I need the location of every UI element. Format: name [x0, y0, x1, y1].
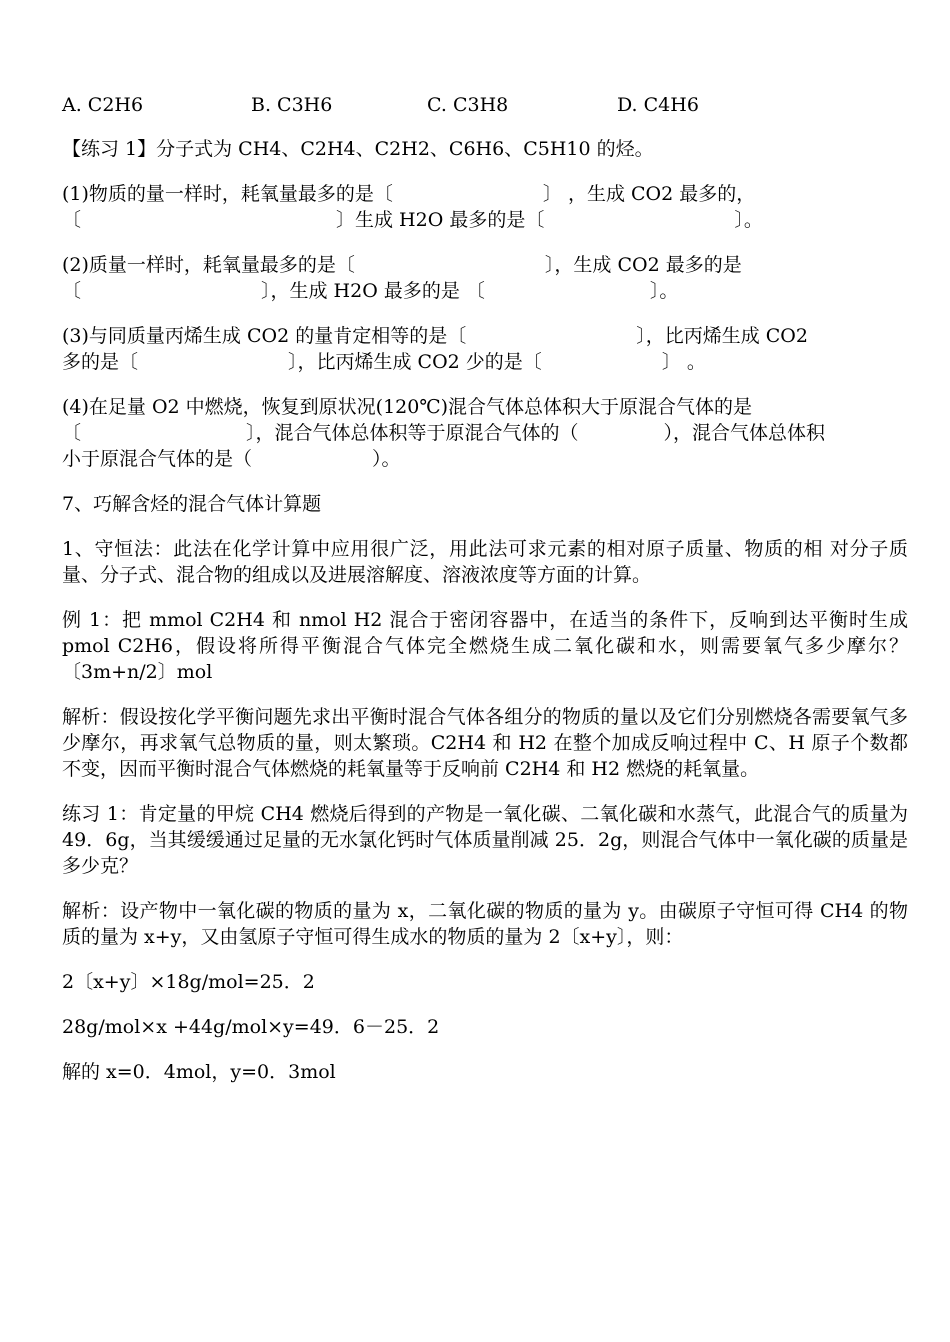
question-4-line-3: 小于原混合气体的是（ ）。 [62, 448, 401, 470]
exercise-paragraph: 练习 1：肯定量的甲烷 CH4 燃烧后得到的产物是一氧化碳、二氧化碳和水蒸气，此混合气的质量为 49．6g，当其缓缓通过足量的无水氯化钙时气体质量削减 25．2g，则混合气体中一氧化碳的质量是多少克？ [62, 803, 908, 877]
question-3 [62, 323, 908, 375]
question-4-line-2: 〔 〕，混合气体总体积等于原混合气体的（ ），混合气体总体积 [62, 422, 826, 444]
option-d: D. C4H6 [617, 94, 699, 116]
solution-line: 解的 x=0．4mol，y=0．3mol [62, 1061, 336, 1083]
question-2-line-2: 〔 〕，生成 H2O 最多的是 〔 〕。 [62, 280, 679, 302]
question-2 [62, 252, 908, 304]
method-paragraph: 1、守恒法：此法在化学计算中应用很广泛，用此法可求元素的相对原子质量、物质的相 对分子质量、分子式、混合物的组成以及进展溶解度、溶液浓度等方面的计算。 [62, 538, 908, 586]
equation-1: 2〔x+y〕×18g/mol=25．2 [62, 971, 315, 993]
question-1-line-1: (1)物质的量一样时，耗氧量最多的是〔 〕 ，生成 CO2 最多的， [62, 183, 756, 205]
analysis-paragraph: 解析：假设按化学平衡问题先求出平衡时混合气体各组分的物质的量以及它们分别燃烧各需要氧气多少摩尔，再求氧气总物质的量，则太繁琐。C2H4 和 H2 在整个加成反响过程中 C、H 原子个数都不变，因而平衡时混合气体燃烧的耗氧量等于反响前 C2H4 和 H2 燃烧的耗氧量。 [62, 706, 908, 780]
option-c: C. C3H8 [427, 94, 509, 116]
question-1 [62, 181, 908, 233]
question-3-line-1: (3)与同质量丙烯生成 CO2 的量肯定相等的是〔 〕，比丙烯生成 CO2 [62, 325, 808, 347]
practice-title: 【练习 1】分子式为 CH4、C2H4、C2H2、C6H6、C5H10 的烃。 [62, 138, 654, 160]
section-heading: 7、巧解含烃的混合气体计算题 [62, 493, 322, 515]
question-2-line-1: (2)质量一样时，耗氧量最多的是〔 〕，生成 CO2 最多的是 [62, 254, 742, 276]
answer-options [62, 92, 908, 118]
document-page [62, 92, 908, 1104]
question-4-line-1: (4)在足量 O2 中燃烧，恢复到原状况(120℃)混合气体总体积大于原混合气体的是 [62, 396, 753, 418]
question-4 [62, 394, 908, 472]
question-1-line-2: 〔 〕生成 H2O 最多的是〔 〕。 [62, 209, 763, 231]
example-paragraph: 例 1：把 mmol C2H4 和 nmol H2 混合于密闭容器中，在适当的条件下，反响到达平衡时生成 pmol C2H6，假设将所得平衡混合气体完全燃烧生成二氧化碳和水，则需要氧气多少摩尔？〔3m+n/2〕mol [62, 609, 908, 683]
question-3-line-2: 多的是〔 〕，比丙烯生成 CO2 少的是〔 〕 。 [62, 351, 706, 373]
analysis-paragraph-2: 解析：设产物中一氧化碳的物质的量为 x，二氧化碳的物质的量为 y。由碳原子守恒可得 CH4 的物质的量为 x+y，又由氢原子守恒可得生成水的物质的量为 2〔x+y〕，则： [62, 900, 908, 948]
equation-2: 28g/mol×x +44g/mol×y=49．6－25．2 [62, 1016, 440, 1038]
option-a: A. C2H6 [62, 94, 144, 116]
option-b: B. C3H6 [251, 94, 333, 116]
